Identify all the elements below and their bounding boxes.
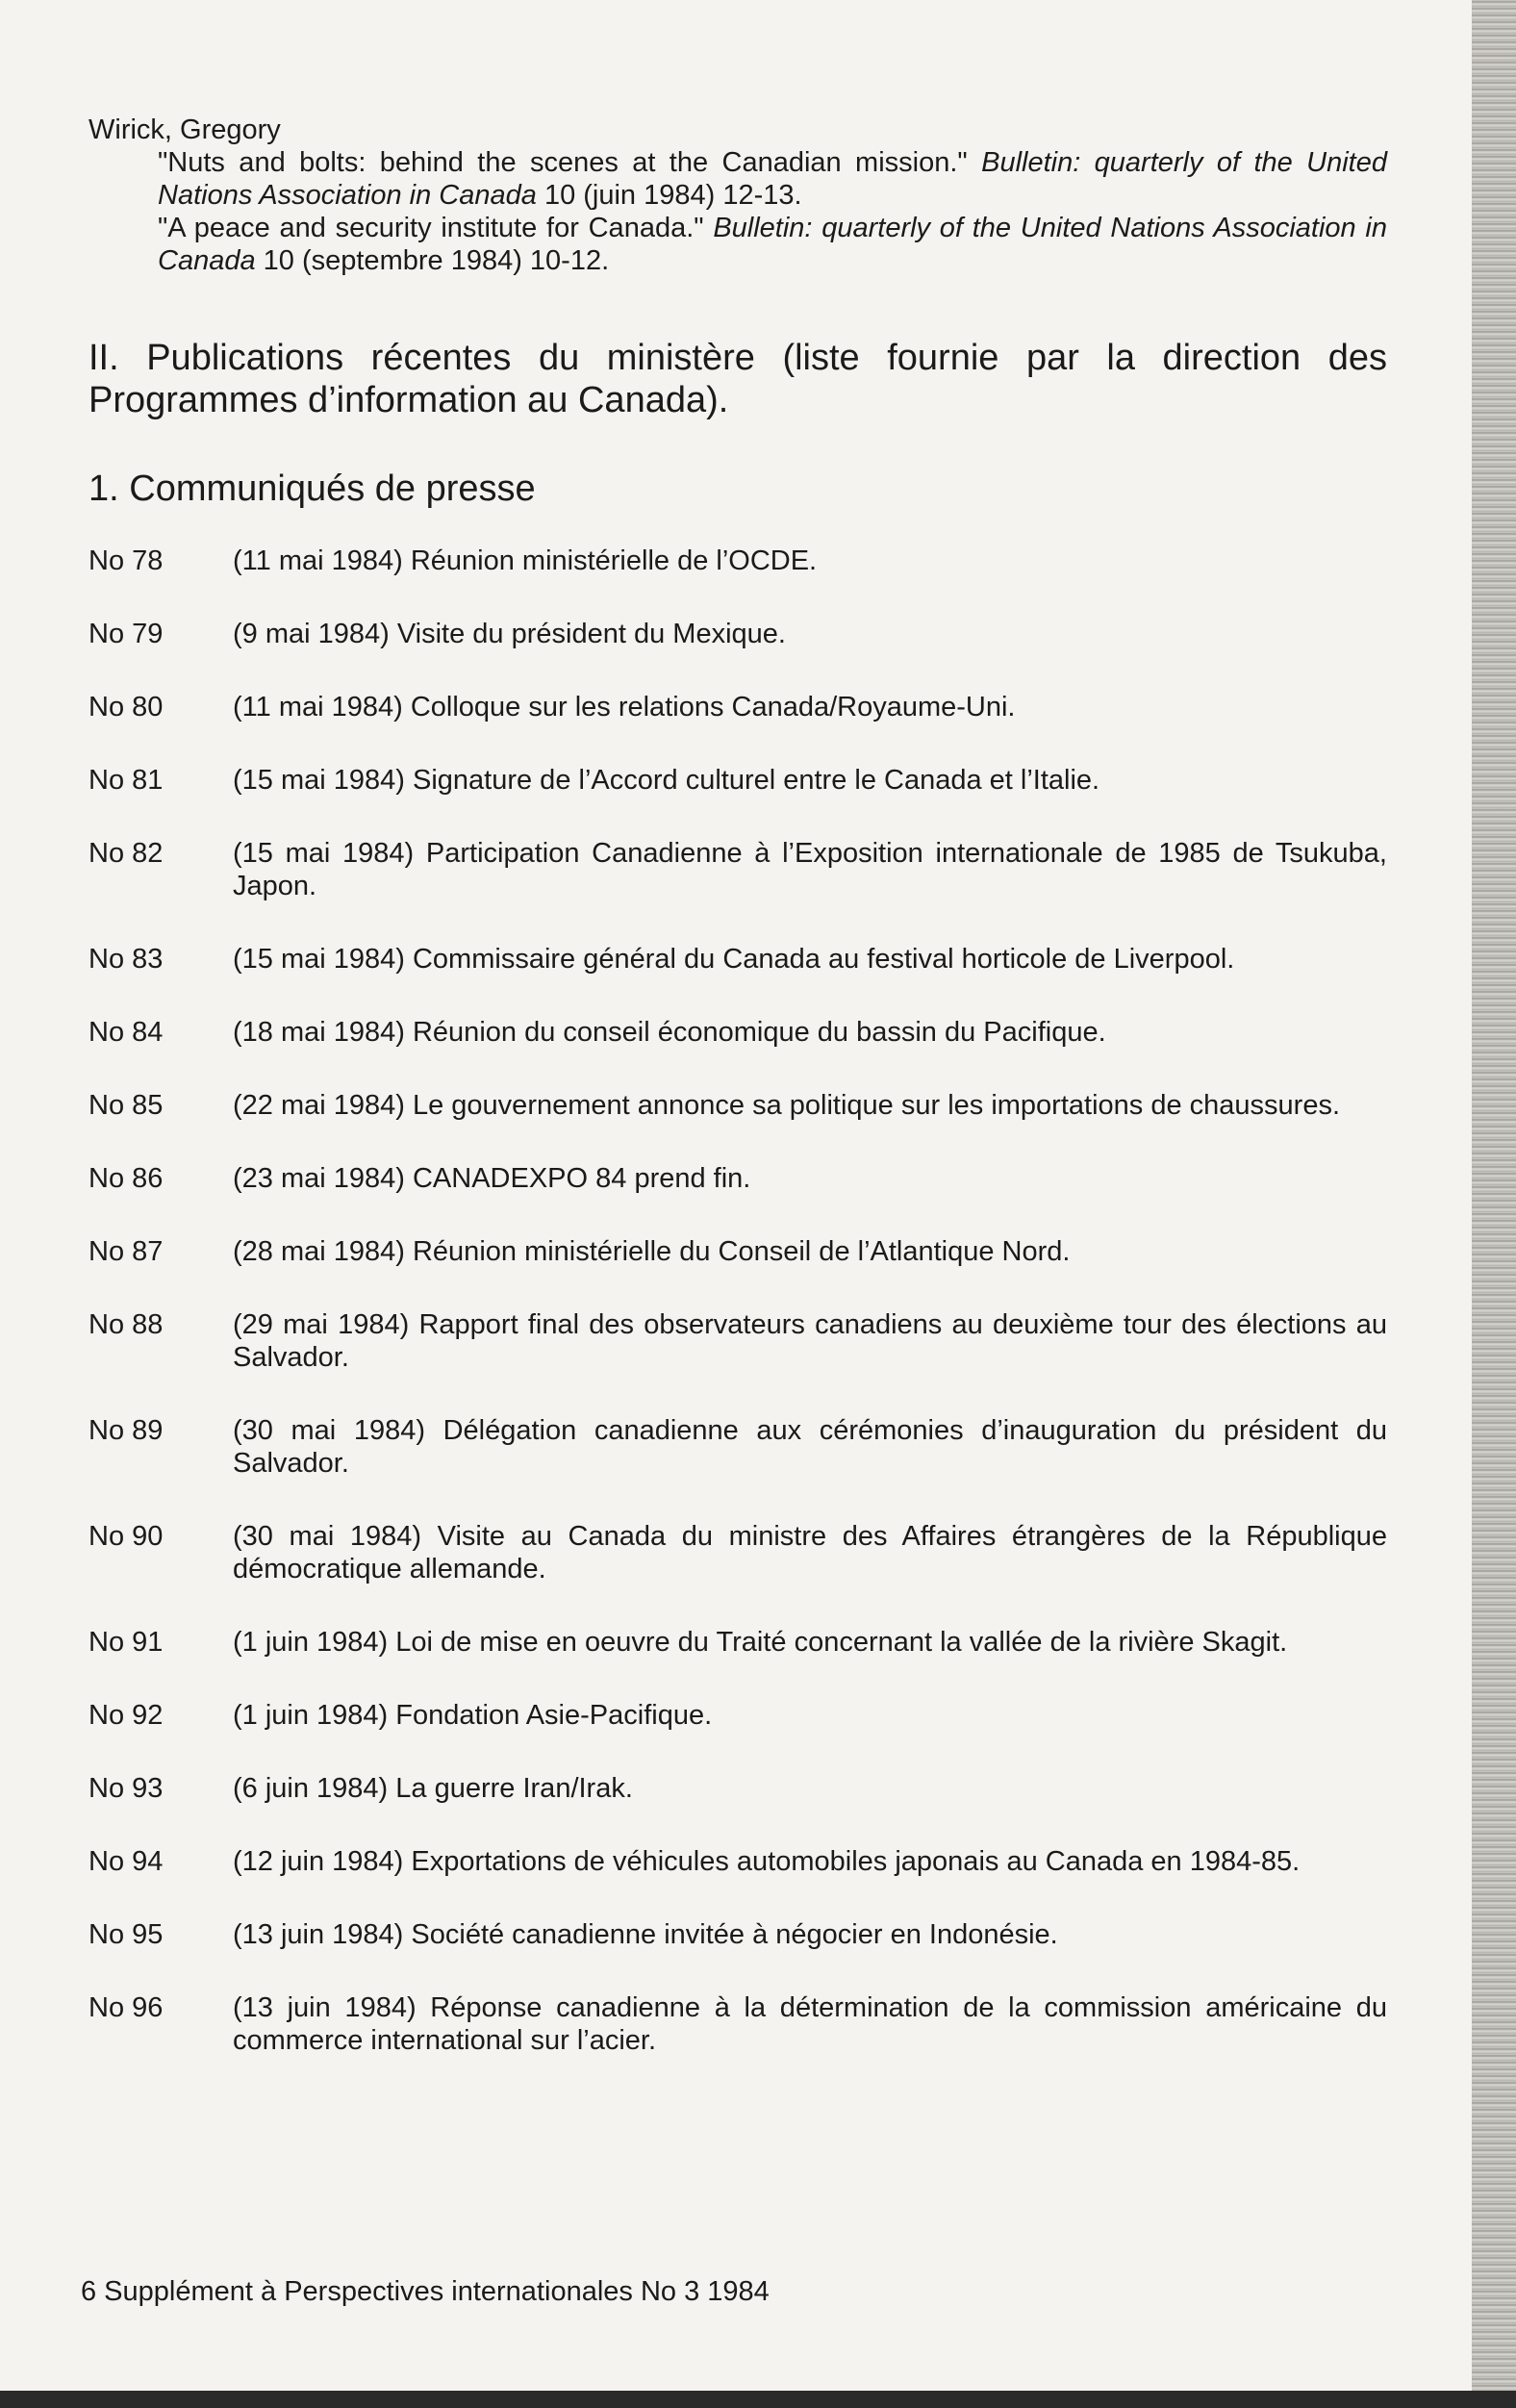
release-number: No 80 [88, 692, 164, 722]
press-release-item [88, 618, 1387, 650]
bibliography-entry [88, 146, 1387, 212]
press-release-item [88, 1308, 1387, 1374]
release-number: No 78 [88, 545, 164, 576]
release-number: No 96 [88, 1992, 164, 2023]
page-content [88, 114, 1387, 2097]
section-heading: II. Publications récentes du ministère (liste fournie par la direction des Programmes d’information au Canada). [88, 338, 1387, 420]
release-text: (1 juin 1984) Fondation Asie-Pacifique. [233, 1700, 713, 1731]
press-release-item [88, 1626, 1387, 1659]
release-text: (9 mai 1984) Visite du président du Mexique. [233, 619, 786, 649]
release-text: (29 mai 1984) Rapport final des observateurs canadiens au deuxième tour des élections au Salvador. [233, 1309, 1387, 1373]
press-release-item [88, 691, 1387, 723]
release-number: No 82 [88, 838, 164, 869]
release-text: (30 mai 1984) Délégation canadienne aux cérémonies d’inauguration du président du Salvador. [233, 1415, 1387, 1479]
entry-title: "A peace and security institute for Canada." [158, 213, 714, 243]
press-release-list [88, 545, 1387, 2057]
entry-details: 10 (septembre 1984) 10-12. [255, 245, 610, 276]
press-release-item [88, 943, 1387, 976]
release-text: (1 juin 1984) Loi de mise en oeuvre du Traité concernant la vallée de la rivière Skagit. [233, 1627, 1288, 1658]
page-edge-shadow [1472, 0, 1516, 2408]
page-bottom-border [0, 2391, 1516, 2408]
release-number: No 91 [88, 1627, 164, 1658]
release-text: (11 mai 1984) Réunion ministérielle de l’OCDE. [233, 545, 818, 576]
release-text: (15 mai 1984) Commissaire général du Canada au festival horticole de Liverpool. [233, 944, 1235, 975]
release-text: (22 mai 1984) Le gouvernement annonce sa politique sur les importations de chaussures. [233, 1090, 1341, 1121]
press-release-item [88, 1520, 1387, 1585]
press-release-item [88, 1016, 1387, 1049]
entry-title: "Nuts and bolts: behind the scenes at the Canadian mission." [158, 147, 982, 178]
press-release-item [88, 1991, 1387, 2057]
release-number: No 90 [88, 1521, 164, 1552]
release-number: No 94 [88, 1846, 164, 1877]
release-number: No 95 [88, 1919, 164, 1950]
release-number: No 88 [88, 1309, 164, 1340]
sub-heading: 1. Communiqués de presse [88, 469, 536, 509]
release-text: (30 mai 1984) Visite au Canada du ministre des Affaires étrangères de la République démocratique allemande. [233, 1521, 1387, 1584]
release-text: (15 mai 1984) Signature de l’Accord culturel entre le Canada et l’Italie. [233, 765, 1100, 796]
press-release-item [88, 1162, 1387, 1195]
release-text: (15 mai 1984) Participation Canadienne à l’Exposition internationale de 1985 de Tsukuba, Japon. [233, 838, 1387, 901]
release-text: (28 mai 1984) Réunion ministérielle du Conseil de l’Atlantique Nord. [233, 1236, 1071, 1267]
press-release-item [88, 1235, 1387, 1268]
press-release-item [88, 1414, 1387, 1480]
release-number: No 93 [88, 1773, 164, 1804]
release-text: (23 mai 1984) CANADEXPO 84 prend fin. [233, 1163, 751, 1194]
release-number: No 89 [88, 1415, 164, 1446]
release-number: No 83 [88, 944, 164, 975]
release-text: (13 juin 1984) Réponse canadienne à la détermination de la commission américaine du commerce international sur l’acier. [233, 1992, 1387, 2056]
entry-journal: Bulletin: quarterly of the United Nations Association in Canada [158, 213, 1387, 276]
entry-details: 10 (juin 1984) 12-13. [536, 180, 802, 211]
press-release-item [88, 1845, 1387, 1878]
release-number: No 79 [88, 619, 164, 649]
release-number: No 87 [88, 1236, 164, 1267]
release-text: (12 juin 1984) Exportations de véhicules automobiles japonais au Canada en 1984-85. [233, 1846, 1301, 1877]
release-number: No 84 [88, 1017, 164, 1048]
release-number: No 81 [88, 765, 164, 796]
release-text: (11 mai 1984) Colloque sur les relations Canada/Royaume-Uni. [233, 692, 1016, 722]
release-number: No 86 [88, 1163, 164, 1194]
press-release-item [88, 1699, 1387, 1732]
release-text: (6 juin 1984) La guerre Iran/Irak. [233, 1773, 633, 1804]
release-number: No 92 [88, 1700, 164, 1731]
bibliography-entry [88, 212, 1387, 277]
release-number: No 85 [88, 1090, 164, 1121]
page-footer: 6 Supplément à Perspectives internationales No 3 1984 [81, 2276, 770, 2307]
release-text: (13 juin 1984) Société canadienne invitée à négocier en Indonésie. [233, 1919, 1058, 1950]
press-release-item [88, 1772, 1387, 1805]
bibliography-author: Wirick, Gregory [88, 114, 281, 145]
entry-journal: Bulletin: quarterly of the United Nations Association in Canada [158, 147, 1387, 211]
press-release-item [88, 1918, 1387, 1951]
release-text: (18 mai 1984) Réunion du conseil économique du bassin du Pacifique. [233, 1017, 1106, 1048]
press-release-item [88, 545, 1387, 577]
press-release-item [88, 1089, 1387, 1122]
press-release-item [88, 764, 1387, 797]
press-release-item [88, 837, 1387, 902]
